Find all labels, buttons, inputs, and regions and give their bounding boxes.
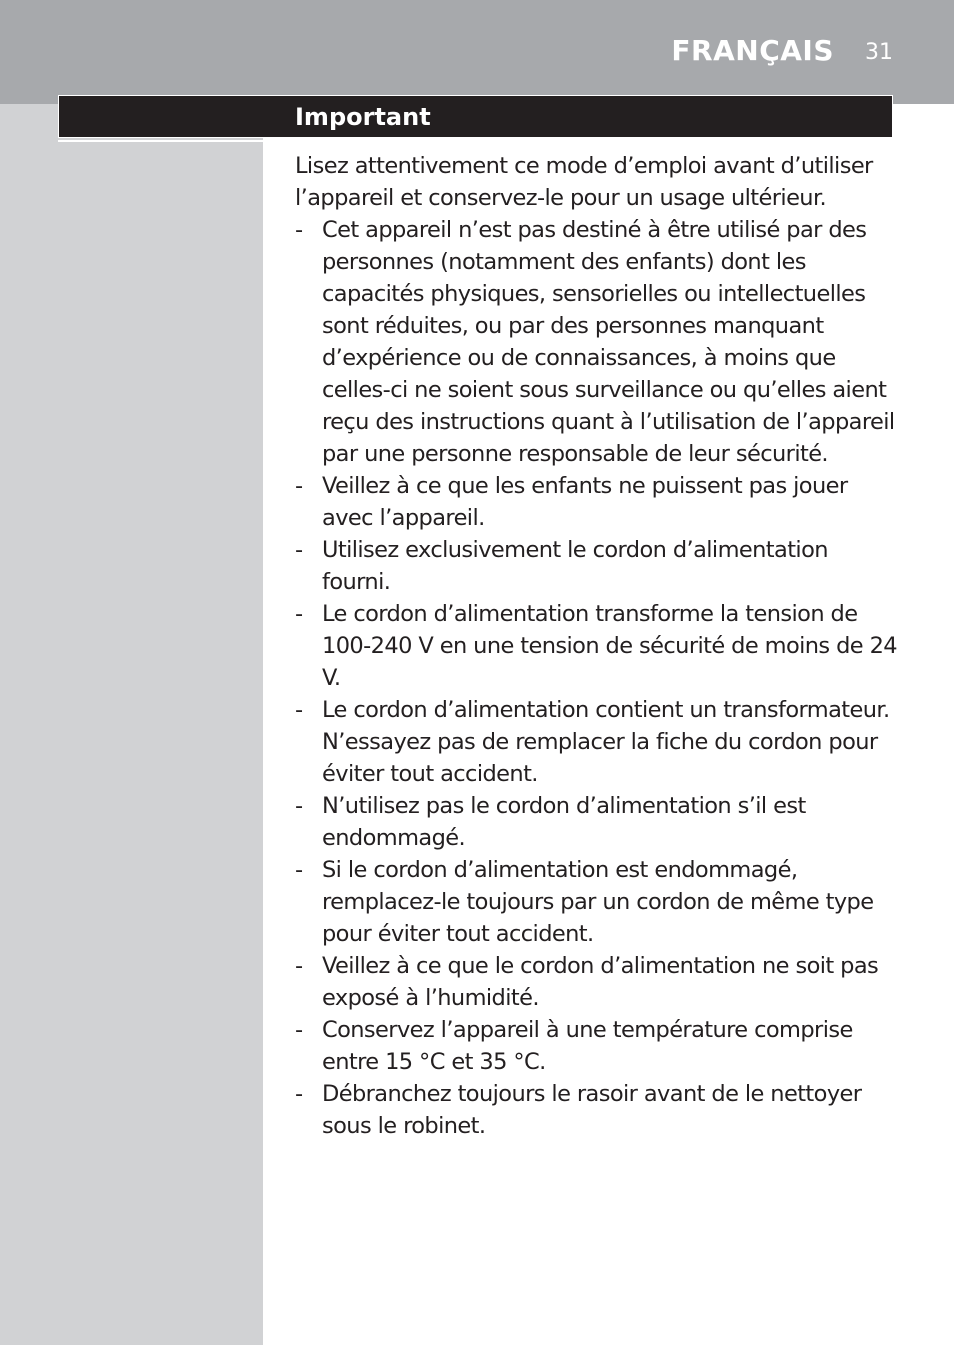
list-item-text: Le cordon d’alimentation transforme la tension de 100-240 V en une tension de sécurité de moins de 24 V. bbox=[322, 601, 897, 691]
list-item-text: Si le cordon d’alimentation est endommagé, remplacez-le toujours par un cordon de même type pour éviter tout accident. bbox=[322, 857, 874, 947]
list-item bbox=[295, 598, 900, 694]
language-title: FRANÇAIS bbox=[671, 34, 834, 67]
list-item-text: Veillez à ce que le cordon d’alimentation ne soit pas exposé à l’humidité. bbox=[322, 953, 879, 1011]
list-item-text: Cet appareil n’est pas destiné à être utilisé par des personnes (notamment des enfants) dont les capacités physiques, sensorielles ou intellectuelles sont réduites, ou par des personnes manquant d’expérience ou de connaissances, à moins que celles-ci ne soient sous surveillance ou qu’elles aient reçu des instructions quant à l’utilisation de l’appareil par une personne responsable de leur sécurité. bbox=[322, 217, 895, 467]
safety-list bbox=[295, 214, 900, 1142]
main-content bbox=[295, 150, 900, 1142]
list-item bbox=[295, 214, 900, 470]
list-item bbox=[295, 790, 900, 854]
list-item-text: Utilisez exclusivement le cordon d’alimentation fourni. bbox=[322, 537, 828, 595]
bullet-dash: - bbox=[295, 1081, 303, 1107]
bullet-dash: - bbox=[295, 857, 303, 883]
list-item bbox=[295, 854, 900, 950]
sidebar-band bbox=[0, 104, 263, 1345]
list-item bbox=[295, 694, 900, 790]
list-item-text: Conservez l’appareil à une température comprise entre 15 °C et 35 °C. bbox=[322, 1017, 853, 1075]
section-title: Important bbox=[295, 103, 431, 131]
list-item-text: Débranchez toujours le rasoir avant de le nettoyer sous le robinet. bbox=[322, 1081, 862, 1139]
section-header-bar bbox=[58, 95, 893, 138]
list-item bbox=[295, 1078, 900, 1142]
bullet-dash: - bbox=[295, 793, 303, 819]
list-item-text: Le cordon d’alimentation contient un transformateur. N’essayez pas de remplacer la fiche du cordon pour éviter tout accident. bbox=[322, 697, 890, 787]
intro-paragraph: Lisez attentivement ce mode d’emploi avant d’utiliser l’appareil et conservez-le pour un usage ultérieur. bbox=[295, 153, 873, 211]
bullet-dash: - bbox=[295, 697, 303, 723]
list-item bbox=[295, 1014, 900, 1078]
list-item bbox=[295, 950, 900, 1014]
bullet-dash: - bbox=[295, 601, 303, 627]
list-item bbox=[295, 534, 900, 598]
bullet-dash: - bbox=[295, 473, 303, 499]
bullet-dash: - bbox=[295, 537, 303, 563]
bullet-dash: - bbox=[295, 1017, 303, 1043]
bullet-dash: - bbox=[295, 217, 303, 243]
list-item-text: Veillez à ce que les enfants ne puissent pas jouer avec l’appareil. bbox=[322, 473, 848, 531]
list-item-text: N’utilisez pas le cordon d’alimentation s’il est endommagé. bbox=[322, 793, 806, 851]
bullet-dash: - bbox=[295, 953, 303, 979]
divider-line bbox=[58, 140, 263, 142]
page-number: 31 bbox=[865, 40, 893, 65]
list-item bbox=[295, 470, 900, 534]
